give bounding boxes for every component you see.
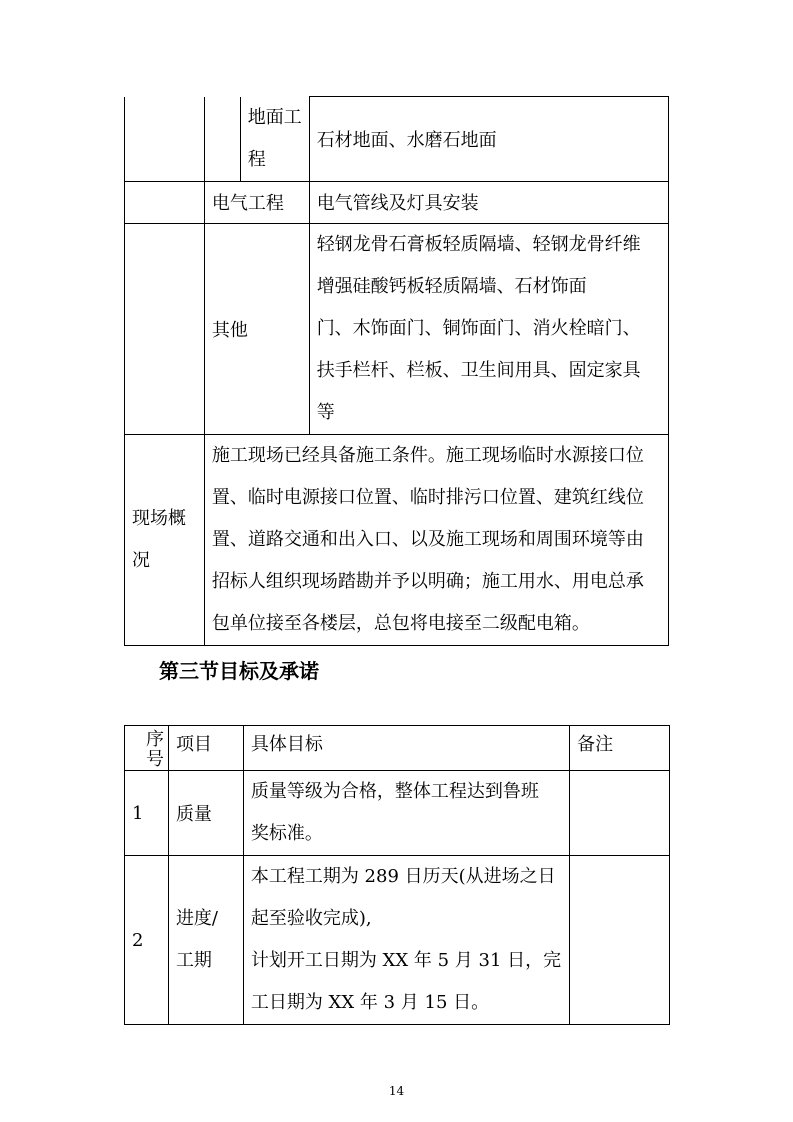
seq-cell: 1 xyxy=(125,771,169,856)
table-row xyxy=(125,223,669,434)
text-line: 招标人组织现场踏勘并予以明确；施工用水、用电总承 xyxy=(211,570,644,592)
table-cell xyxy=(125,223,205,434)
table-row xyxy=(125,434,669,645)
text-line: 起至验收完成), xyxy=(250,908,372,929)
text-line: 施工现场已经具备施工条件。施工现场临时水源接口位 xyxy=(211,444,644,466)
text-line: 扶手栏杆、栏板、卫生间用具、固定家具 xyxy=(316,359,641,381)
text-line: 包单位接至各楼层，总包将电接至二级配电箱。 xyxy=(211,612,590,634)
page-number: 14 xyxy=(388,1084,405,1098)
text-line: 本工程工期为 289 日历天(从进场之日 xyxy=(250,866,556,887)
text-line: 置、临时电源接口位置、临时排污口位置、建筑红线位 xyxy=(211,486,644,508)
item-line: 进度/ xyxy=(175,908,219,929)
item-line: 工期 xyxy=(175,950,212,971)
floor-content-cell: 石材地面、水磨石地面 xyxy=(309,97,668,182)
section-title: 第三节目标及承诺 xyxy=(159,659,319,683)
electrical-label-cell: 电气工程 xyxy=(204,181,309,223)
other-content-cell xyxy=(309,223,668,434)
floor-label-cell xyxy=(240,97,309,182)
floor-label-line: 地面工 xyxy=(247,106,302,128)
table-cell xyxy=(204,97,240,182)
header-item: 项目 xyxy=(168,726,243,771)
scope-table xyxy=(124,96,669,646)
table-row xyxy=(125,856,670,1025)
site-label-line: 现场概 xyxy=(132,507,186,529)
text-line: 置、道路交通和出入口、以及施工现场和周围环境等由 xyxy=(211,528,644,550)
header-target: 具体目标 xyxy=(243,726,569,771)
text-line: 轻钢龙骨石膏板轻质隔墙、轻钢龙骨纤维 xyxy=(316,233,641,255)
floor-label-line: 程 xyxy=(247,148,266,170)
text-line: 工日期为 XX 年 3 月 15 日。 xyxy=(250,992,490,1013)
item-cell: 质量 xyxy=(168,771,243,856)
goals-table xyxy=(124,725,670,1025)
table-header-row xyxy=(125,726,670,771)
table-row xyxy=(125,97,669,182)
target-cell xyxy=(243,771,569,856)
table-row xyxy=(125,771,670,856)
text-line: 门、木饰面门、铜饰面门、消火栓暗门、 xyxy=(316,317,641,339)
header-remark: 备注 xyxy=(570,726,670,771)
site-content-cell xyxy=(204,434,668,645)
remark-cell xyxy=(570,771,670,856)
text-line: 等 xyxy=(316,401,335,423)
site-label-line: 况 xyxy=(132,549,150,571)
text-line: 增强硅酸钙板轻质隔墙、石材饰面 xyxy=(316,275,587,297)
electrical-content-cell: 电气管线及灯具安装 xyxy=(309,181,668,223)
seq-cell: 2 xyxy=(125,856,169,1025)
header-seq-line: 序 xyxy=(145,729,164,750)
site-label-cell xyxy=(125,434,205,645)
table-cell xyxy=(125,97,205,182)
text-line: 质量等级为合格，整体工程达到鲁班 xyxy=(250,781,539,802)
remark-cell xyxy=(570,856,670,1025)
target-cell xyxy=(243,856,569,1025)
header-seq-line: 号 xyxy=(145,749,164,770)
table-row xyxy=(125,181,669,223)
table-cell xyxy=(125,181,205,223)
item-cell xyxy=(168,856,243,1025)
header-seq xyxy=(125,726,169,771)
text-line: 计划开工日期为 XX 年 5 月 31 日，完 xyxy=(250,950,562,971)
text-line: 奖标准。 xyxy=(250,823,323,844)
other-label-cell: 其他 xyxy=(204,223,309,434)
